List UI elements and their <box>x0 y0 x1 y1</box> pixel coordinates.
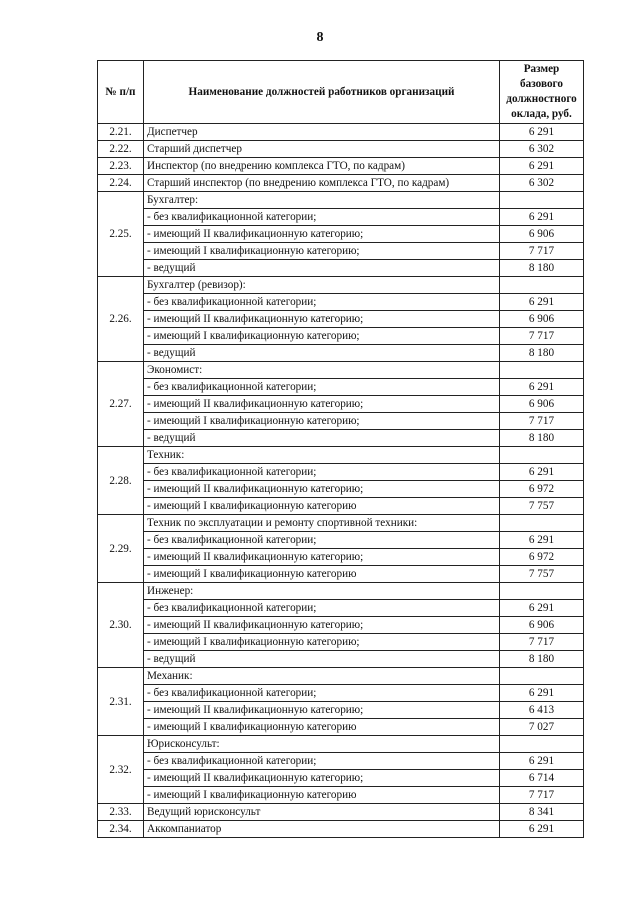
position-name-cell: - имеющий II квалификационную категорию; <box>144 770 500 787</box>
table-header-row <box>98 61 584 124</box>
table-sub-row <box>98 498 584 515</box>
position-name-cell: - без квалификационной категории; <box>144 600 500 617</box>
position-name-cell: - имеющий II квалификационную категорию; <box>144 311 500 328</box>
page-number: 8 <box>316 30 324 45</box>
position-name-cell: - имеющий I квалификационную категорию; <box>144 243 500 260</box>
table-row <box>98 668 584 685</box>
header-salary-line: оклада, руб. <box>511 108 572 120</box>
position-name-cell: - имеющий I квалификационную категорию; <box>144 634 500 651</box>
table-row <box>98 141 584 158</box>
row-number-cell: 2.30. <box>98 583 144 668</box>
row-number-cell: 2.27. <box>98 362 144 447</box>
table-row <box>98 175 584 192</box>
position-name-cell: - без квалификационной категории; <box>144 294 500 311</box>
salary-cell: 6 302 <box>500 175 584 192</box>
table-sub-row <box>98 787 584 804</box>
salary-cell: 7 717 <box>500 634 584 651</box>
position-name-cell: - имеющий II квалификационную категорию; <box>144 702 500 719</box>
table-sub-row <box>98 634 584 651</box>
table-sub-row <box>98 532 584 549</box>
salary-cell: 6 714 <box>500 770 584 787</box>
table-sub-row <box>98 430 584 447</box>
table-sub-row <box>98 702 584 719</box>
position-name-cell: - без квалификационной категории; <box>144 685 500 702</box>
table-sub-row <box>98 413 584 430</box>
salary-table-container <box>97 60 583 838</box>
row-number-cell: 2.34. <box>98 821 144 838</box>
table-body <box>98 124 584 838</box>
position-name-cell: Юрисконсульт: <box>144 736 500 753</box>
position-name-cell: Инженер: <box>144 583 500 600</box>
salary-cell: 8 180 <box>500 430 584 447</box>
position-name-cell: Аккомпаниатор <box>144 821 500 838</box>
table-row <box>98 277 584 294</box>
position-name-cell: Техник по эксплуатации и ремонту спортивной техники: <box>144 515 500 532</box>
salary-cell: 6 302 <box>500 141 584 158</box>
row-number-cell: 2.23. <box>98 158 144 175</box>
position-name-cell: - без квалификационной категории; <box>144 209 500 226</box>
salary-cell <box>500 277 584 294</box>
table-sub-row <box>98 209 584 226</box>
table-sub-row <box>98 566 584 583</box>
position-name-cell: Инспектор (по внедрению комплекса ГТО, по кадрам) <box>144 158 500 175</box>
table-sub-row <box>98 396 584 413</box>
row-number-cell: 2.24. <box>98 175 144 192</box>
table-sub-row <box>98 549 584 566</box>
table-row <box>98 736 584 753</box>
position-name-cell: - имеющий I квалификационную категорию; <box>144 328 500 345</box>
salary-cell: 6 291 <box>500 821 584 838</box>
salary-cell <box>500 583 584 600</box>
position-name-cell: Экономист: <box>144 362 500 379</box>
salary-cell: 6 291 <box>500 600 584 617</box>
position-name-cell: - ведущий <box>144 651 500 668</box>
position-name-cell: - имеющий I квалификационную категорию; <box>144 413 500 430</box>
table-sub-row <box>98 617 584 634</box>
salary-cell: 6 906 <box>500 226 584 243</box>
table-sub-row <box>98 481 584 498</box>
salary-cell <box>500 515 584 532</box>
salary-cell: 7 717 <box>500 328 584 345</box>
salary-cell: 6 291 <box>500 124 584 141</box>
table-row <box>98 515 584 532</box>
salary-cell: 6 291 <box>500 464 584 481</box>
header-salary-line: должностного <box>506 93 577 105</box>
position-name-cell: Ведущий юрисконсульт <box>144 804 500 821</box>
position-name-cell: Бухгалтер (ревизор): <box>144 277 500 294</box>
header-salary-line: базового <box>520 78 563 90</box>
row-number-cell: 2.25. <box>98 192 144 277</box>
position-name-cell: - ведущий <box>144 430 500 447</box>
salary-cell: 8 180 <box>500 345 584 362</box>
row-number-cell: 2.28. <box>98 447 144 515</box>
table-sub-row <box>98 770 584 787</box>
position-name-cell: - имеющий I квалификационную категорию <box>144 787 500 804</box>
position-name-cell: - имеющий II квалификационную категорию; <box>144 481 500 498</box>
table-row <box>98 821 584 838</box>
salary-cell: 6 291 <box>500 379 584 396</box>
salary-cell: 7 027 <box>500 719 584 736</box>
row-number-cell: 2.22. <box>98 141 144 158</box>
salary-cell: 6 291 <box>500 158 584 175</box>
position-name-cell: Диспетчер <box>144 124 500 141</box>
row-number-cell: 2.32. <box>98 736 144 804</box>
position-name-cell: - имеющий II квалификационную категорию; <box>144 226 500 243</box>
position-name-cell: - имеющий I квалификационную категорию <box>144 498 500 515</box>
position-name-cell: Старший инспектор (по внедрению комплекса ГТО, по кадрам) <box>144 175 500 192</box>
position-name-cell: Механик: <box>144 668 500 685</box>
table-sub-row <box>98 243 584 260</box>
table-sub-row <box>98 345 584 362</box>
salary-cell: 7 717 <box>500 243 584 260</box>
table-sub-row <box>98 294 584 311</box>
salary-cell <box>500 362 584 379</box>
row-number-cell: 2.31. <box>98 668 144 736</box>
header-salary <box>500 61 584 124</box>
salary-cell <box>500 192 584 209</box>
row-number-cell: 2.21. <box>98 124 144 141</box>
salary-cell: 7 757 <box>500 566 584 583</box>
salary-cell: 7 717 <box>500 787 584 804</box>
salary-cell: 6 972 <box>500 481 584 498</box>
table-sub-row <box>98 685 584 702</box>
salary-cell: 8 180 <box>500 260 584 277</box>
table-row <box>98 158 584 175</box>
salary-cell: 7 717 <box>500 413 584 430</box>
salary-cell: 6 906 <box>500 617 584 634</box>
salary-cell <box>500 447 584 464</box>
position-name-cell: - без квалификационной категории; <box>144 753 500 770</box>
row-number-cell: 2.33. <box>98 804 144 821</box>
table-row <box>98 192 584 209</box>
salary-cell: 8 341 <box>500 804 584 821</box>
salary-cell: 6 291 <box>500 753 584 770</box>
salary-cell: 6 291 <box>500 685 584 702</box>
table-sub-row <box>98 260 584 277</box>
salary-cell: 6 906 <box>500 396 584 413</box>
position-name-cell: - без квалификационной категории; <box>144 532 500 549</box>
position-name-cell: Старший диспетчер <box>144 141 500 158</box>
table-sub-row <box>98 464 584 481</box>
salary-cell: 6 906 <box>500 311 584 328</box>
salary-cell: 8 180 <box>500 651 584 668</box>
salary-cell: 6 413 <box>500 702 584 719</box>
salary-table <box>97 60 584 838</box>
table-row <box>98 804 584 821</box>
table-sub-row <box>98 600 584 617</box>
salary-cell: 6 291 <box>500 294 584 311</box>
position-name-cell: - имеющий II квалификационную категорию; <box>144 396 500 413</box>
position-name-cell: - ведущий <box>144 345 500 362</box>
salary-cell: 6 291 <box>500 209 584 226</box>
position-name-cell: - без квалификационной категории; <box>144 379 500 396</box>
table-sub-row <box>98 379 584 396</box>
position-name-cell: - имеющий I квалификационную категорию <box>144 719 500 736</box>
table-sub-row <box>98 311 584 328</box>
row-number-cell: 2.29. <box>98 515 144 583</box>
position-name-cell: Бухгалтер: <box>144 192 500 209</box>
salary-cell: 6 291 <box>500 532 584 549</box>
header-position-name: Наименование должностей работников организаций <box>144 61 500 124</box>
position-name-cell: Техник: <box>144 447 500 464</box>
table-sub-row <box>98 753 584 770</box>
table-sub-row <box>98 719 584 736</box>
table-sub-row <box>98 226 584 243</box>
header-salary-line: Размер <box>523 63 560 75</box>
position-name-cell: - имеющий I квалификационную категорию <box>144 566 500 583</box>
table-row <box>98 447 584 464</box>
salary-cell: 7 757 <box>500 498 584 515</box>
salary-cell <box>500 736 584 753</box>
table-row <box>98 124 584 141</box>
salary-cell: 6 972 <box>500 549 584 566</box>
table-sub-row <box>98 328 584 345</box>
header-number: № п/п <box>98 61 144 124</box>
position-name-cell: - имеющий II квалификационную категорию; <box>144 617 500 634</box>
table-row <box>98 583 584 600</box>
salary-cell <box>500 668 584 685</box>
table-sub-row <box>98 651 584 668</box>
position-name-cell: - имеющий II квалификационную категорию; <box>144 549 500 566</box>
position-name-cell: - без квалификационной категории; <box>144 464 500 481</box>
row-number-cell: 2.26. <box>98 277 144 362</box>
position-name-cell: - ведущий <box>144 260 500 277</box>
table-row <box>98 362 584 379</box>
